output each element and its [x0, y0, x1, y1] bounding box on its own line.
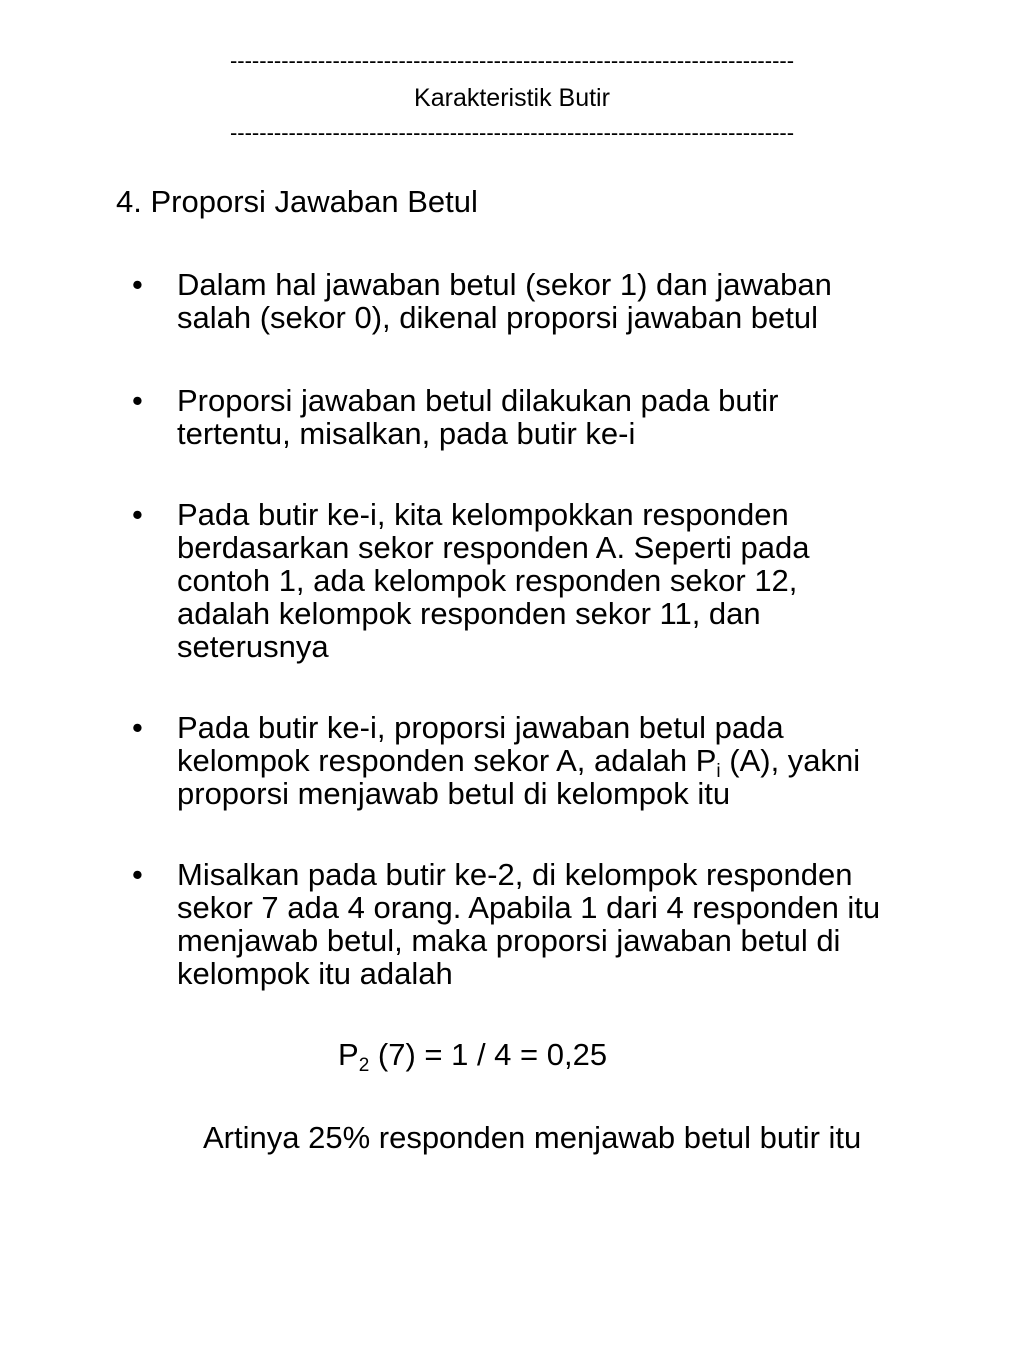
- bullet-line: proporsi menjawab betul di kelompok itu: [177, 776, 731, 811]
- bullet-line: Dalam hal jawaban betul (sekor 1) dan jawaban: [177, 267, 832, 302]
- subscript-i: i: [716, 761, 721, 782]
- section-title: 4. Proporsi Jawaban Betul: [116, 184, 478, 219]
- bullet-line: Pada butir ke-i, proporsi jawaban betul pada: [177, 710, 784, 745]
- bullet-line: berdasarkan sekor responden A. Seperti pada: [177, 530, 810, 565]
- bullet-line: Pada butir ke-i, kita kelompokkan responden: [177, 497, 789, 532]
- bullet-line: menjawab betul, maka proporsi jawaban betul di: [177, 923, 841, 958]
- bullet-line: salah (sekor 0), dikenal proporsi jawaban betul: [177, 300, 819, 335]
- formula: [338, 1037, 608, 1076]
- bullet-text: [177, 711, 977, 810]
- header-title: Karakteristik Butir: [414, 84, 610, 112]
- formula-subscript: 2: [358, 1055, 370, 1076]
- bullet-line: sekor 7 ada 4 orang. Apabila 1 dari 4 responden itu: [177, 890, 881, 925]
- conclusion-text: Artinya 25% responden menjawab betul butir itu: [203, 1120, 862, 1155]
- bullet-line: tertentu, misalkan, pada butir ke-i: [177, 416, 636, 451]
- bullet-line: seterusnya: [177, 629, 329, 664]
- header-dash-rule-top: -----------------------------------------------------------------------------: [229, 48, 795, 73]
- formula-symbol: P: [338, 1037, 359, 1072]
- header-dash-rule-bottom: -----------------------------------------------------------------------------: [229, 120, 795, 145]
- bullet-line-part: kelompok responden sekor A, adalah P: [177, 743, 717, 778]
- formula-rest: (7) = 1 / 4 = 0,25: [369, 1037, 608, 1072]
- bullet-text: [177, 384, 977, 450]
- bullet-dot: •: [132, 383, 143, 418]
- bullet-line: adalah kelompok responden sekor 11, dan: [177, 596, 761, 631]
- bullet-line: contoh 1, ada kelompok responden sekor 12,: [177, 563, 798, 598]
- bullet-dot: •: [132, 497, 143, 532]
- bullet-line: Proporsi jawaban betul dilakukan pada butir: [177, 383, 779, 418]
- bullet-text: [177, 268, 977, 334]
- bullet-line: [177, 743, 977, 782]
- bullet-dot: •: [132, 857, 143, 892]
- bullet-line-part: (A), yakni: [720, 743, 861, 778]
- bullet-line: Misalkan pada butir ke-2, di kelompok responden: [177, 857, 853, 892]
- bullet-dot: •: [132, 267, 143, 302]
- bullet-text: [177, 498, 977, 663]
- bullet-dot: •: [132, 710, 143, 745]
- bullet-text: [177, 858, 977, 990]
- bullet-line: kelompok itu adalah: [177, 956, 453, 991]
